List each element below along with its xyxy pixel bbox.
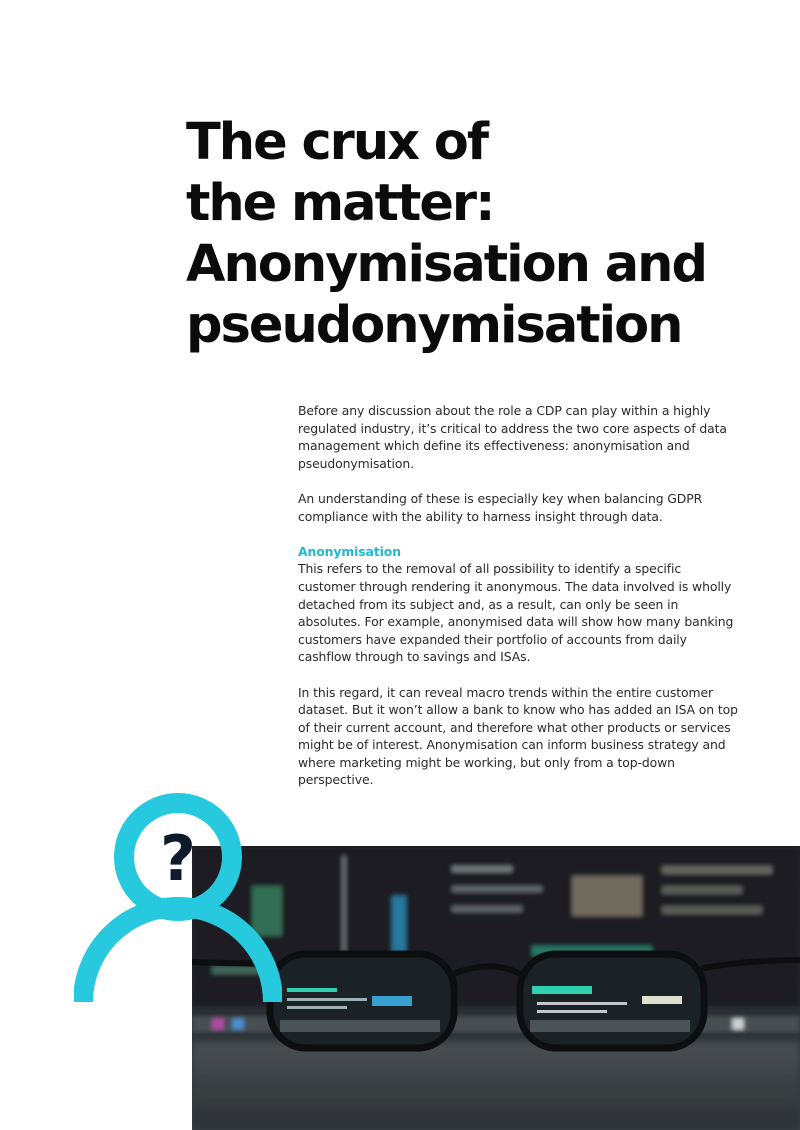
- glasses-code-photo: [192, 846, 800, 1130]
- title-line: Anonymisation and: [186, 235, 706, 294]
- paragraph-macro-trends: In this regard, it can reveal macro trends within the entire customer dataset. But it won’t allow a bank to know who has added an ISA on top of their current account, and therefore what other products or services might be of interest. Anonymisation can inform business strategy and where marketing might be working, but only from a top-down perspective.: [298, 684, 738, 788]
- title-line: pseudonymisation: [186, 296, 682, 355]
- title-line: The crux of: [186, 113, 488, 172]
- question-mark-icon: ?: [160, 822, 196, 895]
- anonymous-person-icon: [74, 790, 282, 1004]
- paragraph-gdpr: An understanding of these is especially key when balancing GDPR compliance with the ability to harness insight through data.: [298, 490, 703, 524]
- paragraph-intro: Before any discussion about the role a CDP can play within a highly regulated industry, it’s critical to address the two core aspects of data management which define its effectiveness: anonymisation and pseudonymisation.: [298, 403, 727, 471]
- title-line: the matter:: [186, 174, 494, 233]
- article-body: [298, 402, 738, 807]
- page-title: [186, 112, 786, 356]
- section-subheading: Anonymisation: [298, 543, 401, 559]
- paragraph-anonymisation: This refers to the removal of all possibility to identify a specific customer through rendering it anonymous. The data involved is wholly detached from its subject and, as a result, can only be seen in absolutes. For example, anonymised data will show how many banking customers have expanded their portfolio of accounts from daily cashflow through to savings and ISAs.: [298, 561, 734, 665]
- section-anonymisation: [298, 543, 738, 666]
